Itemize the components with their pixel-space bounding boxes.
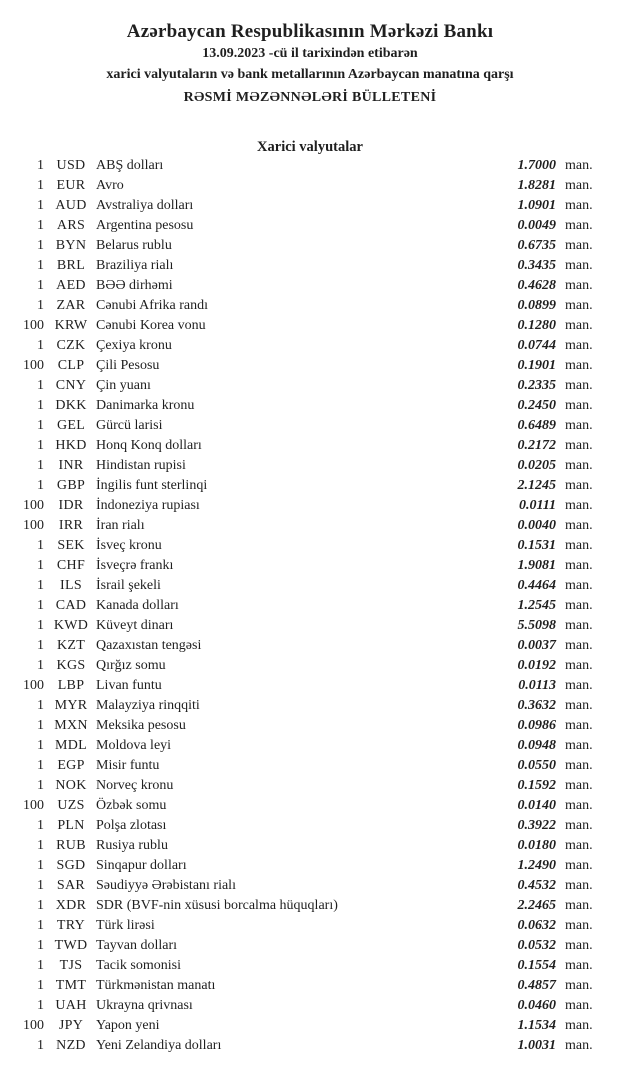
currency-quantity: 1 [37, 778, 44, 793]
currency-quantity: 1 [37, 998, 44, 1013]
bank-name-title: Azərbaycan Respublikasının Mərkəzi Bankı [126, 21, 494, 42]
currency-row [0, 756, 620, 776]
currency-quantity: 1 [37, 718, 44, 733]
unit-label: man. [565, 658, 593, 673]
unit-label: man. [565, 958, 593, 973]
exchange-rate: 0.2172 [517, 438, 556, 453]
currency-code: JPY [58, 1018, 84, 1033]
currency-name: Cənubi Afrika randı [96, 298, 208, 313]
currency-row [0, 956, 620, 976]
currency-code: MXN [54, 718, 88, 733]
exchange-rate: 0.0037 [517, 638, 556, 653]
exchange-rate: 1.9081 [517, 558, 556, 573]
unit-label: man. [565, 1018, 593, 1033]
exchange-rate: 1.0031 [517, 1038, 556, 1053]
currency-code: INR [58, 458, 84, 473]
currency-name: İran rialı [96, 518, 145, 533]
currency-name: ABŞ dolları [96, 158, 164, 173]
currency-quantity: 1 [37, 878, 44, 893]
currency-row [0, 676, 620, 696]
currency-quantity: 1 [37, 738, 44, 753]
unit-label: man. [565, 738, 593, 753]
exchange-rate: 1.7000 [517, 158, 556, 173]
currency-quantity: 1 [37, 818, 44, 833]
currency-row [0, 256, 620, 276]
unit-label: man. [565, 718, 593, 733]
currency-name: Honq Konq dolları [96, 438, 202, 453]
currency-name: SDR (BVF-nin xüsusi borcalma hüquqları) [96, 898, 338, 913]
currency-name: Argentina pesosu [96, 218, 194, 233]
unit-label: man. [565, 518, 593, 533]
currency-quantity: 1 [37, 478, 44, 493]
unit-label: man. [565, 318, 593, 333]
currency-row [0, 596, 620, 616]
currency-code: NZD [56, 1038, 86, 1053]
currency-code: UAH [55, 998, 87, 1013]
currency-row [0, 856, 620, 876]
currency-code: LBP [57, 678, 85, 693]
currency-name: Yeni Zelandiya dolları [96, 1038, 222, 1053]
currency-quantity: 1 [37, 758, 44, 773]
exchange-rate: 0.0192 [517, 658, 556, 673]
currency-code: TRY [56, 918, 86, 933]
currency-name: Cənubi Korea vonu [96, 318, 206, 333]
exchange-rate: 0.4628 [517, 278, 556, 293]
currency-code: HKD [55, 438, 87, 453]
currency-code: TMT [55, 978, 87, 993]
currency-name: Hindistan rupisi [96, 458, 186, 473]
unit-label: man. [565, 238, 593, 253]
currency-code: KWD [53, 618, 89, 633]
currency-quantity: 1 [37, 238, 44, 253]
currency-row [0, 196, 620, 216]
currency-row [0, 496, 620, 516]
currency-quantity: 1 [37, 438, 44, 453]
currency-row [0, 156, 620, 176]
unit-label: man. [565, 838, 593, 853]
currency-row [0, 396, 620, 416]
exchange-rate: 0.0744 [517, 338, 556, 353]
currency-row [0, 436, 620, 456]
currency-row [0, 896, 620, 916]
exchange-rate: 0.2450 [517, 398, 556, 413]
currency-code: MYR [54, 698, 88, 713]
currency-quantity: 100 [23, 1018, 44, 1033]
unit-label: man. [565, 478, 593, 493]
exchange-rate: 2.1245 [517, 478, 556, 493]
currency-name: Səudiyyə Ərəbistanı rialı [96, 878, 236, 893]
unit-label: man. [565, 938, 593, 953]
exchange-rate: 0.6489 [517, 418, 556, 433]
currency-name: Özbək somu [96, 798, 167, 813]
unit-label: man. [565, 918, 593, 933]
currency-row [0, 716, 620, 736]
exchange-rate: 1.0901 [517, 198, 556, 213]
currency-row [0, 1036, 620, 1056]
unit-label: man. [565, 1038, 593, 1053]
currency-row [0, 616, 620, 636]
currency-code: ARS [56, 218, 86, 233]
currency-code: SGD [56, 858, 86, 873]
currency-quantity: 1 [37, 938, 44, 953]
currency-row [0, 836, 620, 856]
currency-code: RUB [56, 838, 86, 853]
currency-row [0, 476, 620, 496]
currency-row [0, 516, 620, 536]
currency-name: Meksika pesosu [96, 718, 186, 733]
currency-row [0, 696, 620, 716]
unit-label: man. [565, 898, 593, 913]
exchange-rate: 0.0986 [517, 718, 556, 733]
unit-label: man. [565, 598, 593, 613]
currency-name: Türk lirəsi [96, 918, 155, 933]
unit-label: man. [565, 578, 593, 593]
currency-name: Moldova leyi [96, 738, 172, 753]
currency-row [0, 1016, 620, 1036]
currency-name: Kanada dolları [96, 598, 179, 613]
exchange-rate: 0.0632 [517, 918, 556, 933]
currency-code: AED [56, 278, 86, 293]
currency-row [0, 416, 620, 436]
unit-label: man. [565, 878, 593, 893]
effective-date-line: 13.09.2023 -cü il tarixindən etibarən [202, 46, 418, 61]
currency-quantity: 1 [37, 218, 44, 233]
currency-quantity: 100 [23, 318, 44, 333]
currency-name: Sinqapur dolları [96, 858, 187, 873]
unit-label: man. [565, 998, 593, 1013]
exchange-rate: 0.3632 [517, 698, 556, 713]
exchange-rate: 0.0205 [517, 458, 556, 473]
exchange-rate: 0.0040 [517, 518, 556, 533]
currency-quantity: 1 [37, 198, 44, 213]
currency-code: EGP [57, 758, 85, 773]
unit-label: man. [565, 418, 593, 433]
currency-row [0, 796, 620, 816]
unit-label: man. [565, 458, 593, 473]
exchange-rate: 1.8281 [517, 178, 556, 193]
currency-name: Avstraliya dolları [96, 198, 194, 213]
currency-row [0, 936, 620, 956]
currency-quantity: 1 [37, 338, 44, 353]
currency-name: Qazaxıstan tengəsi [96, 638, 202, 653]
exchange-rate: 0.6735 [517, 238, 556, 253]
currency-quantity: 1 [37, 698, 44, 713]
currency-code: BYN [55, 238, 87, 253]
exchange-rate: 0.0899 [517, 298, 556, 313]
currency-row [0, 656, 620, 676]
exchange-rate: 1.2545 [517, 598, 556, 613]
currency-quantity: 1 [37, 658, 44, 673]
currency-row [0, 176, 620, 196]
currency-code: CAD [55, 598, 87, 613]
currency-code: ZAR [56, 298, 86, 313]
currency-code: KRW [54, 318, 88, 333]
currency-code: CHF [56, 558, 86, 573]
currency-code: DKK [55, 398, 87, 413]
currency-name: İngilis funt sterlinqi [96, 478, 208, 493]
currency-code: CLP [57, 358, 85, 373]
exchange-rate: 0.4857 [517, 978, 556, 993]
currency-name: Tayvan dolları [96, 938, 178, 953]
currency-quantity: 100 [23, 678, 44, 693]
currency-name: Malayziya rinqqiti [96, 698, 200, 713]
exchange-rate: 0.1531 [517, 538, 556, 553]
currency-name: Braziliya rialı [96, 258, 174, 273]
currency-row [0, 736, 620, 756]
unit-label: man. [565, 538, 593, 553]
currency-row [0, 976, 620, 996]
currency-row [0, 556, 620, 576]
currency-code: SAR [56, 878, 86, 893]
currency-code: EUR [56, 178, 86, 193]
unit-label: man. [565, 698, 593, 713]
unit-label: man. [565, 198, 593, 213]
currency-row [0, 296, 620, 316]
currency-quantity: 1 [37, 398, 44, 413]
unit-label: man. [565, 778, 593, 793]
unit-label: man. [565, 378, 593, 393]
currency-name: İsrail şekeli [96, 578, 161, 593]
exchange-rate: 0.0049 [517, 218, 556, 233]
currency-name: Avro [96, 178, 124, 193]
currency-quantity: 100 [23, 358, 44, 373]
unit-label: man. [565, 618, 593, 633]
currency-quantity: 1 [37, 838, 44, 853]
currency-name: Çili Pesosu [96, 358, 160, 373]
currency-code: GBP [56, 478, 86, 493]
currency-quantity: 1 [37, 558, 44, 573]
currency-rate-table [0, 156, 620, 1056]
currency-quantity: 1 [37, 278, 44, 293]
currency-row [0, 376, 620, 396]
currency-code: BRL [56, 258, 86, 273]
currency-code: PLN [57, 818, 85, 833]
exchange-rate: 0.0532 [517, 938, 556, 953]
unit-label: man. [565, 978, 593, 993]
exchange-rate: 0.4532 [517, 878, 556, 893]
unit-label: man. [565, 218, 593, 233]
currency-name: Rusiya rublu [96, 838, 168, 853]
currency-name: Ukrayna qrivnası [96, 998, 193, 1013]
exchange-rate: 0.1280 [517, 318, 556, 333]
exchange-rate: 0.0111 [519, 498, 556, 513]
currency-name: Çin yuanı [96, 378, 151, 393]
currency-name: Danimarka kronu [96, 398, 195, 413]
exchange-rate: 0.0550 [517, 758, 556, 773]
currency-row [0, 996, 620, 1016]
currency-code: IRR [58, 518, 84, 533]
exchange-rate: 1.1534 [517, 1018, 556, 1033]
currency-quantity: 1 [37, 618, 44, 633]
exchange-rate: 0.0460 [517, 998, 556, 1013]
currency-quantity: 1 [37, 898, 44, 913]
currency-quantity: 100 [23, 498, 44, 513]
currency-code: TJS [59, 958, 83, 973]
exchange-rate: 0.3435 [517, 258, 556, 273]
currency-quantity: 1 [37, 378, 44, 393]
unit-label: man. [565, 358, 593, 373]
section-title-foreign-currencies: Xarici valyutalar [257, 139, 363, 155]
currency-row [0, 356, 620, 376]
unit-label: man. [565, 158, 593, 173]
exchange-rate: 0.1592 [517, 778, 556, 793]
currency-row [0, 316, 620, 336]
currency-code: MDL [54, 738, 87, 753]
currency-quantity: 1 [37, 578, 44, 593]
unit-label: man. [565, 398, 593, 413]
currency-row [0, 876, 620, 896]
currency-name: İndoneziya rupiası [96, 498, 200, 513]
currency-name: Türkmənistan manatı [96, 978, 216, 993]
currency-code: XDR [55, 898, 87, 913]
unit-label: man. [565, 558, 593, 573]
unit-label: man. [565, 178, 593, 193]
unit-label: man. [565, 858, 593, 873]
currency-name: Yapon yeni [96, 1018, 160, 1033]
currency-code: KGS [56, 658, 86, 673]
exchange-rate: 2.2465 [517, 898, 556, 913]
exchange-rate: 0.1554 [517, 958, 556, 973]
currency-quantity: 1 [37, 158, 44, 173]
currency-row [0, 636, 620, 656]
currency-quantity: 1 [37, 1038, 44, 1053]
currency-code: CNY [55, 378, 87, 393]
exchange-rate: 0.1901 [517, 358, 556, 373]
exchange-rate: 5.5098 [517, 618, 556, 633]
currency-row [0, 236, 620, 256]
currency-quantity: 1 [37, 958, 44, 973]
unit-label: man. [565, 258, 593, 273]
currency-name: Livan funtu [96, 678, 162, 693]
currency-code: USD [56, 158, 86, 173]
unit-label: man. [565, 338, 593, 353]
currency-code: UZS [57, 798, 85, 813]
exchange-rate: 1.2490 [517, 858, 556, 873]
unit-label: man. [565, 798, 593, 813]
currency-quantity: 100 [23, 518, 44, 533]
currency-name: Belarus rublu [96, 238, 172, 253]
currency-code: KZT [56, 638, 86, 653]
currency-quantity: 100 [23, 798, 44, 813]
currency-name: Misir funtu [96, 758, 160, 773]
currency-name: Tacik somonisi [96, 958, 181, 973]
currency-row [0, 816, 620, 836]
currency-name: İsveçrə frankı [96, 558, 174, 573]
currency-quantity: 1 [37, 918, 44, 933]
currency-code: CZK [56, 338, 86, 353]
currency-code: ILS [60, 578, 82, 593]
currency-code: GEL [56, 418, 86, 433]
currency-name: Qırğız somu [96, 658, 166, 673]
unit-label: man. [565, 498, 593, 513]
currency-name: Gürcü larisi [96, 418, 163, 433]
unit-label: man. [565, 278, 593, 293]
currency-code: IDR [58, 498, 84, 513]
exchange-rate: 0.0180 [517, 838, 556, 853]
currency-quantity: 1 [37, 638, 44, 653]
unit-label: man. [565, 638, 593, 653]
currency-row [0, 276, 620, 296]
bulletin-title-line: RƏSMİ MƏZƏNNƏLƏRİ BÜLLETENİ [183, 90, 437, 105]
exchange-rate: 0.0948 [517, 738, 556, 753]
exchange-rate: 0.2335 [517, 378, 556, 393]
currency-row [0, 456, 620, 476]
currency-name: Polşa zlotası [96, 818, 167, 833]
currency-quantity: 1 [37, 418, 44, 433]
currency-code: SEK [57, 538, 85, 553]
currency-quantity: 1 [37, 598, 44, 613]
currency-row [0, 576, 620, 596]
currency-row [0, 536, 620, 556]
currency-quantity: 1 [37, 978, 44, 993]
unit-label: man. [565, 678, 593, 693]
bulletin-header [0, 0, 620, 108]
currency-name: BƏƏ dirhəmi [96, 278, 173, 293]
exchange-rate: 0.0113 [518, 678, 556, 693]
currency-code: NOK [55, 778, 87, 793]
currency-row [0, 776, 620, 796]
currency-quantity: 1 [37, 178, 44, 193]
exchange-rate: 0.3922 [517, 818, 556, 833]
unit-label: man. [565, 758, 593, 773]
currency-code: AUD [55, 198, 87, 213]
currency-quantity: 1 [37, 538, 44, 553]
currency-name: İsveç kronu [96, 538, 162, 553]
unit-label: man. [565, 818, 593, 833]
currency-row [0, 336, 620, 356]
currency-quantity: 1 [37, 258, 44, 273]
currency-name: Küveyt dinarı [96, 618, 174, 633]
unit-label: man. [565, 438, 593, 453]
unit-label: man. [565, 298, 593, 313]
currency-quantity: 1 [37, 858, 44, 873]
currency-name: Çexiya kronu [96, 338, 172, 353]
currency-quantity: 1 [37, 458, 44, 473]
currency-row [0, 916, 620, 936]
scope-line: xarici valyutaların və bank metallarının Azərbaycan manatına qarşı [106, 67, 514, 82]
currency-row [0, 216, 620, 236]
currency-code: TWD [54, 938, 88, 953]
currency-name: Norveç kronu [96, 778, 174, 793]
exchange-rate: 0.0140 [517, 798, 556, 813]
currency-quantity: 1 [37, 298, 44, 313]
exchange-rate: 0.4464 [517, 578, 556, 593]
